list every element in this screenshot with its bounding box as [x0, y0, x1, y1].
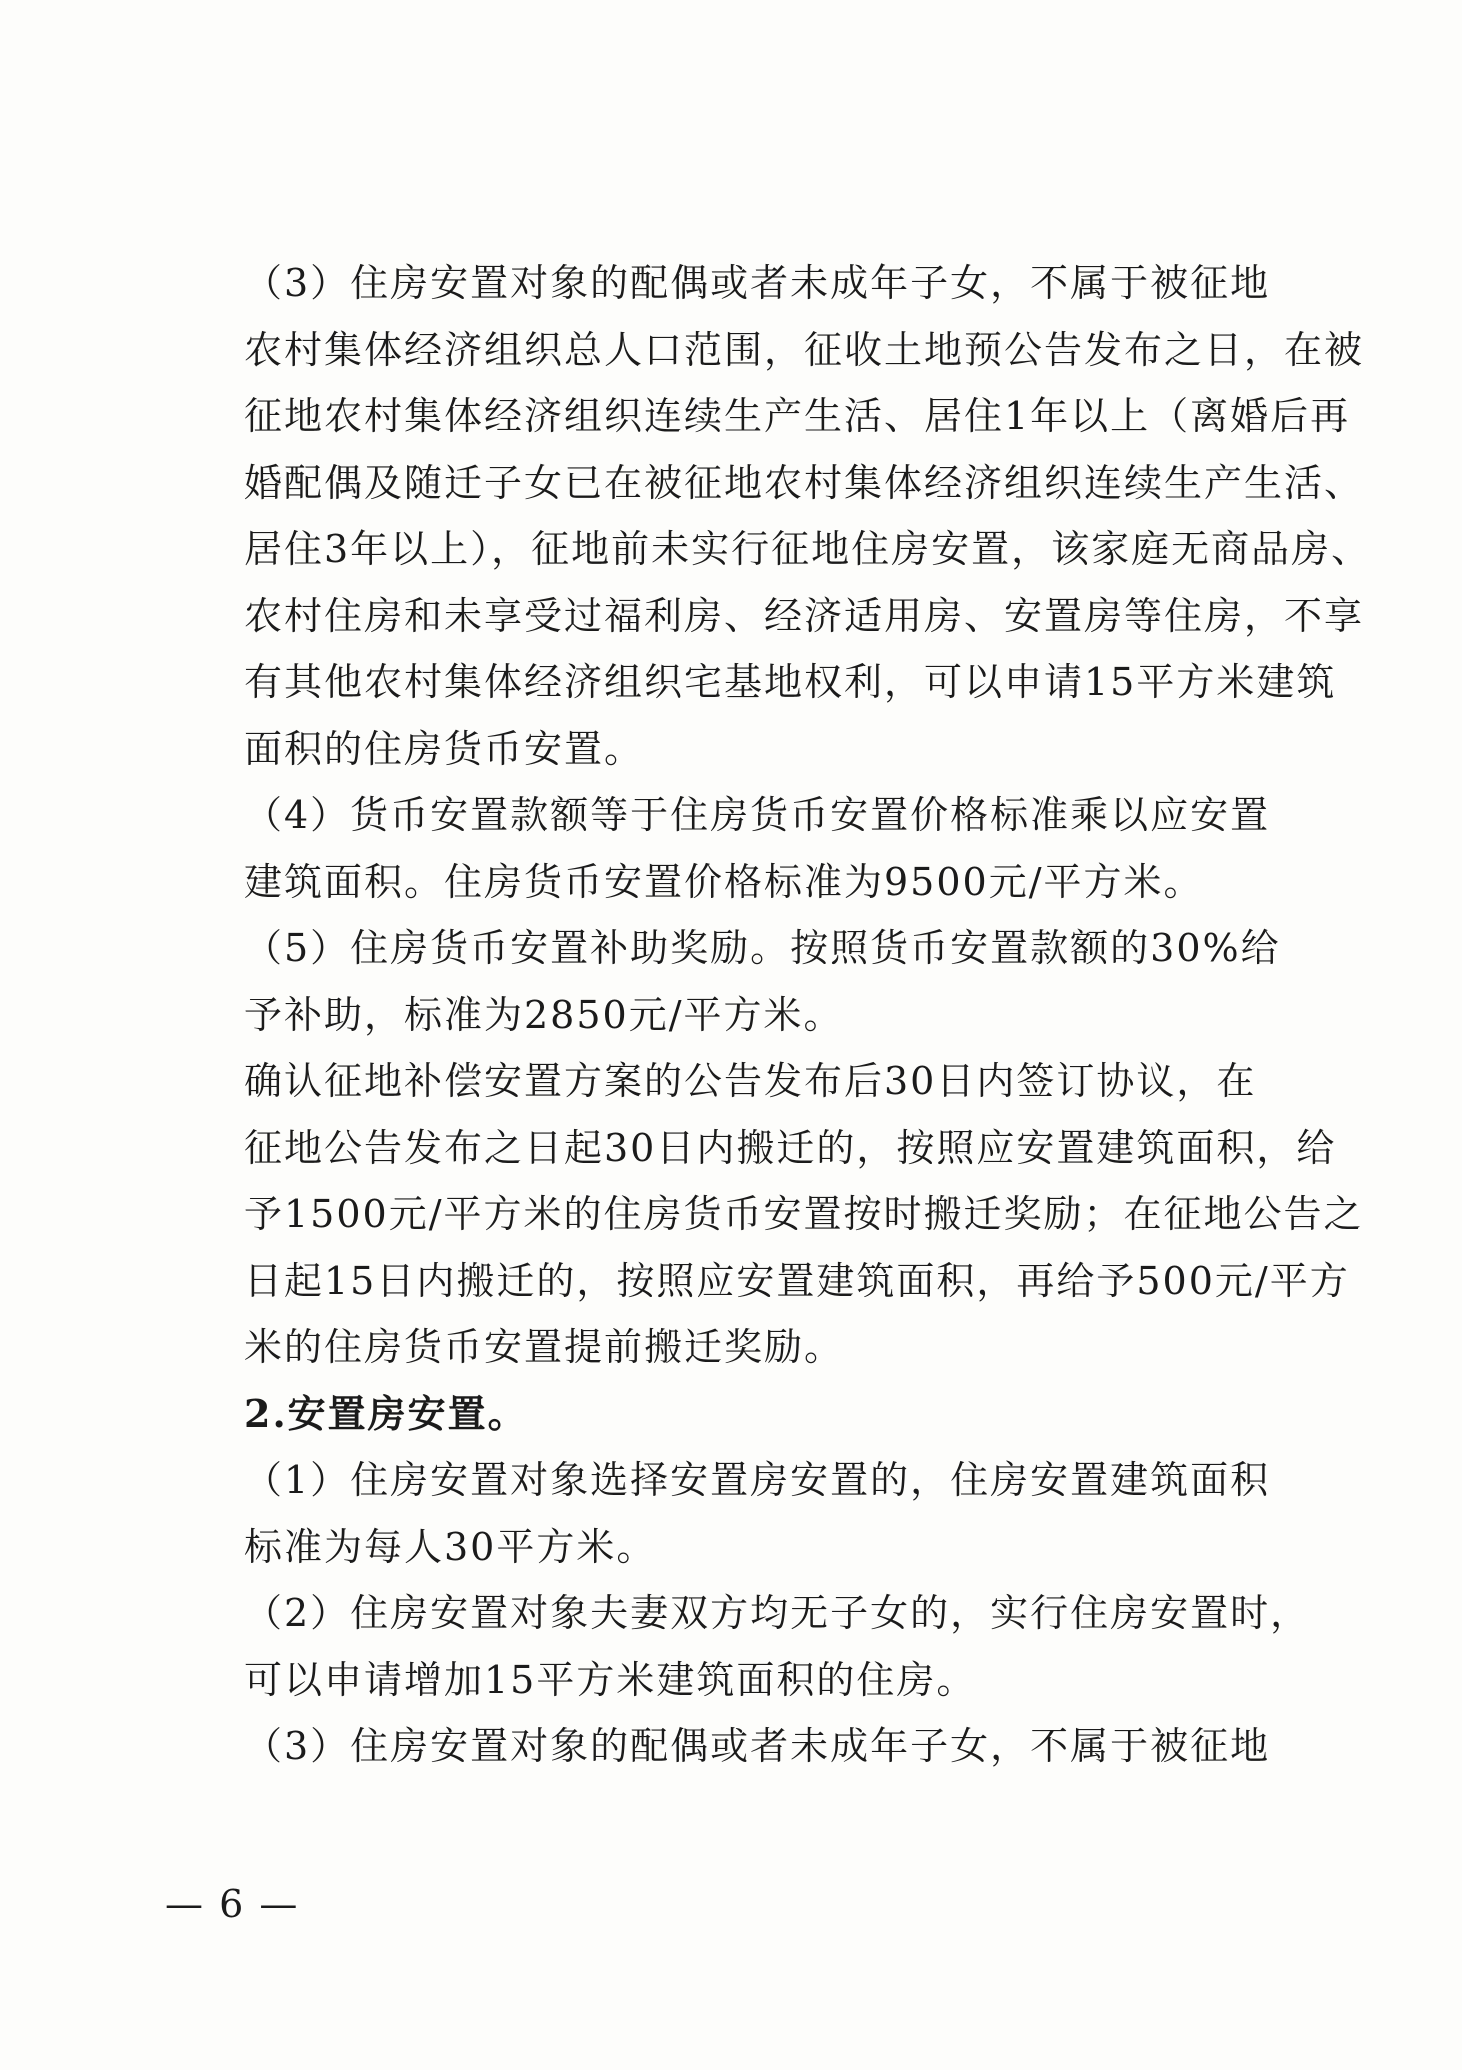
- document-body: [168, 250, 1372, 1780]
- paragraph: [168, 1447, 1288, 1580]
- text-line: （1）住房安置对象选择安置房安置的，住房安置建筑面积: [244, 1458, 1271, 1502]
- text-line: 米的住房货币安置提前搬迁奖励。: [244, 1325, 845, 1369]
- text-line: 农村住房和未享受过福利房、经济适用房、安置房等住房，不享: [244, 593, 1365, 638]
- text-line: （3）住房安置对象的配偶或者未成年子女，不属于被征地: [244, 1724, 1271, 1768]
- text-line: （2）住房安置对象夫妻双方均无子女的，实行住房安置时，: [244, 1591, 1311, 1635]
- text-line: 婚配偶及随迁子女已在被征地农村集体经济组织连续生产生活、: [244, 460, 1365, 505]
- text-line: 居住3年以上），征地前未实行征地住房安置，该家庭无商品房、: [244, 527, 1372, 571]
- paragraph: [168, 782, 1288, 915]
- paragraph: [168, 1580, 1311, 1713]
- page-number: — 6 —: [165, 1882, 300, 1926]
- text-line: 标准为每人30平方米。: [244, 1524, 657, 1569]
- text-line: 予补助，标准为2850元/平方米。: [244, 992, 844, 1037]
- text-line: 征地公告发布之日起30日内搬迁的，按照应安置建筑面积，给: [244, 1125, 1337, 1170]
- text-line: （4）货币安置款额等于住房货币安置价格标准乘以应安置: [244, 793, 1271, 837]
- text-line: 农村集体经济组织总人口范围，征收土地预公告发布之日，在被: [244, 327, 1365, 372]
- text-line: 征地农村集体经济组织连续生产生活、居住1年以上（离婚后再: [244, 394, 1351, 438]
- paragraph: [168, 1713, 1288, 1780]
- text-line: 日起15日内搬迁的，按照应安置建筑面积，再给予500元/平方: [244, 1258, 1350, 1303]
- paragraph: [168, 1048, 1364, 1381]
- text-line: 面积的住房货币安置。: [244, 726, 645, 771]
- paragraph: [168, 250, 1372, 782]
- text-line: （3）住房安置对象的配偶或者未成年子女，不属于被征地: [244, 261, 1271, 305]
- text-line: （5）住房货币安置补助奖励。按照货币安置款额的30%给: [244, 926, 1281, 970]
- text-line: 建筑面积。住房货币安置价格标准为9500元/平方米。: [244, 859, 1204, 904]
- text-line: 有其他农村集体经济组织宅基地权利，可以申请15平方米建筑: [244, 660, 1337, 704]
- section-heading: [168, 1381, 1288, 1448]
- text-line: 确认征地补偿安置方案的公告发布后30日内签订协议，在: [244, 1059, 1257, 1103]
- paragraph: [168, 915, 1288, 1048]
- text-line: 予1500元/平方米的住房货币安置按时搬迁奖励；在征地公告之: [244, 1192, 1364, 1236]
- text-line: 2.安置房安置。: [244, 1390, 528, 1436]
- text-line: 可以申请增加15平方米建筑面积的住房。: [244, 1657, 977, 1702]
